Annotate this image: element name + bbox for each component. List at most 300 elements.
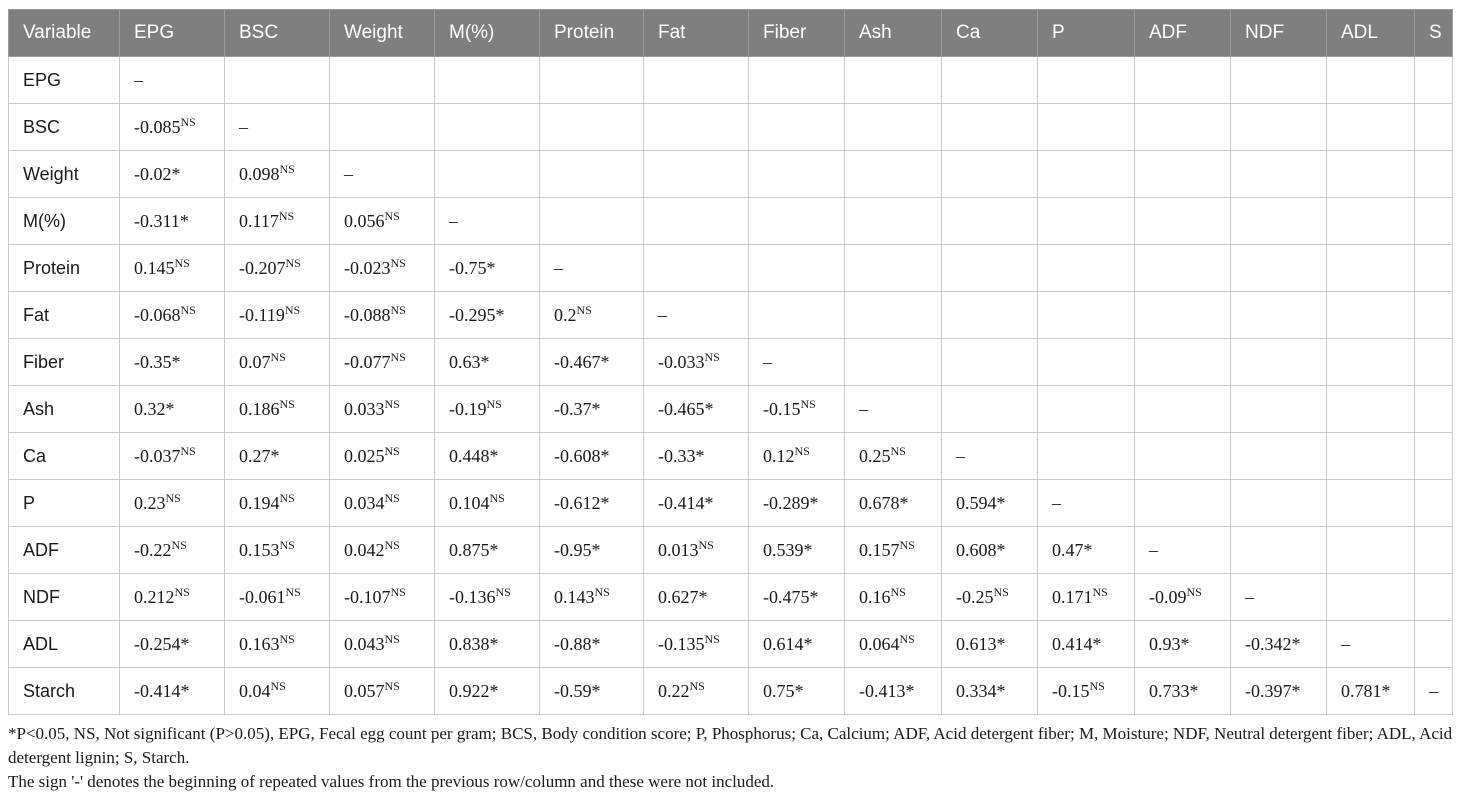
cell-value: -0.02*: [134, 163, 181, 184]
table-cell: [120, 386, 225, 433]
cell-value: 0.098: [239, 163, 280, 184]
table-cell: [435, 386, 540, 433]
correlation-table-container: [8, 9, 1452, 715]
table-cell: [330, 104, 435, 151]
significance-marker: NS: [390, 302, 406, 317]
table-cell: [749, 574, 845, 621]
table-row: [9, 574, 1453, 621]
table-cell: [1231, 292, 1327, 339]
table-cell: [749, 480, 845, 527]
row-label: ADL: [9, 621, 120, 668]
table-cell: [1038, 668, 1135, 715]
cell-value: -0.22: [134, 539, 172, 560]
cell-value: 0.025: [344, 445, 385, 466]
table-cell: [749, 386, 845, 433]
table-cell: [845, 245, 942, 292]
significance-marker: NS: [993, 584, 1009, 599]
table-cell: [749, 57, 845, 104]
table-cell: [435, 621, 540, 668]
significance-marker: NS: [899, 631, 915, 646]
table-cell: [1038, 527, 1135, 574]
cell-value: -0.414*: [658, 492, 714, 513]
table-cell: [845, 57, 942, 104]
significance-marker: NS: [278, 208, 295, 223]
table-cell: [1231, 527, 1327, 574]
cell-value: -0.59*: [554, 680, 601, 701]
table-cell: [540, 245, 644, 292]
cell-value: –: [1341, 633, 1350, 654]
cell-value: 0.22: [658, 680, 690, 701]
table-cell: [540, 198, 644, 245]
significance-marker: NS: [390, 255, 406, 270]
table-cell: [1415, 527, 1453, 574]
column-header: Weight: [330, 10, 435, 57]
column-header: Ash: [845, 10, 942, 57]
row-label: ADF: [9, 527, 120, 574]
table-cell: [1038, 57, 1135, 104]
cell-value: -0.75*: [449, 257, 496, 278]
table-cell: [749, 433, 845, 480]
cell-value: –: [1429, 680, 1438, 701]
significance-marker: NS: [270, 678, 286, 693]
table-cell: [225, 386, 330, 433]
table-cell: [749, 668, 845, 715]
table-cell: [225, 198, 330, 245]
cell-value: 0.678*: [859, 492, 909, 513]
table-cell: [845, 292, 942, 339]
significance-marker: NS: [384, 631, 400, 646]
cell-value: 0.186: [239, 398, 280, 419]
table-cell: [225, 339, 330, 386]
table-cell: [540, 339, 644, 386]
table-cell: [540, 621, 644, 668]
table-cell: [942, 621, 1038, 668]
cell-value: 0.212: [134, 586, 175, 607]
table-cell: [1415, 151, 1453, 198]
cell-value: –: [658, 304, 667, 325]
cell-value: –: [1052, 492, 1061, 513]
table-cell: [644, 480, 749, 527]
table-cell: [749, 621, 845, 668]
table-cell: [1231, 245, 1327, 292]
table-cell: [1415, 245, 1453, 292]
cell-value: 0.16: [859, 586, 891, 607]
cell-value: 0.614*: [763, 633, 813, 654]
cell-value: –: [344, 163, 353, 184]
table-cell: [330, 480, 435, 527]
table-cell: [644, 198, 749, 245]
table-cell: [942, 574, 1038, 621]
table-cell: [845, 433, 942, 480]
table-cell: [1327, 621, 1415, 668]
cell-value: -0.475*: [763, 586, 819, 607]
table-cell: [942, 245, 1038, 292]
table-cell: [330, 151, 435, 198]
table-cell: [1135, 292, 1231, 339]
table-cell: [1135, 621, 1231, 668]
cell-value: 0.153: [239, 539, 280, 560]
significance-marker: NS: [800, 396, 816, 411]
table-cell: [644, 574, 749, 621]
cell-value: -0.19: [449, 398, 487, 419]
table-cell: [1415, 668, 1453, 715]
column-header: NDF: [1231, 10, 1327, 57]
table-cell: [330, 292, 435, 339]
table-cell: [540, 292, 644, 339]
table-cell: [942, 480, 1038, 527]
table-cell: [942, 104, 1038, 151]
cell-value: -0.023: [344, 257, 391, 278]
table-cell: [330, 57, 435, 104]
table-cell: [1327, 198, 1415, 245]
significance-marker: NS: [794, 443, 810, 458]
cell-value: -0.33*: [658, 445, 705, 466]
table-cell: [1038, 433, 1135, 480]
cell-value: -0.033: [658, 351, 705, 372]
table-cell: [1135, 480, 1231, 527]
significance-marker: NS: [489, 490, 505, 505]
table-cell: [540, 668, 644, 715]
table-cell: [1231, 386, 1327, 433]
cell-value: –: [859, 398, 868, 419]
table-cell: [435, 57, 540, 104]
significance-marker: NS: [279, 490, 295, 505]
cell-value: 0.145: [134, 257, 175, 278]
table-cell: [120, 57, 225, 104]
cell-value: 0.539*: [763, 539, 813, 560]
cell-value: –: [956, 445, 965, 466]
cell-value: -0.254*: [134, 633, 190, 654]
cell-value: -0.207: [239, 257, 286, 278]
table-row: [9, 151, 1453, 198]
cell-value: –: [1149, 539, 1158, 560]
table-cell: [942, 198, 1038, 245]
column-header: Fat: [644, 10, 749, 57]
table-cell: [1135, 104, 1231, 151]
table-cell: [1327, 527, 1415, 574]
table-cell: [540, 527, 644, 574]
cell-value: 0.157: [859, 539, 900, 560]
row-label: Starch: [9, 668, 120, 715]
table-cell: [1327, 668, 1415, 715]
table-cell: [1135, 339, 1231, 386]
table-cell: [942, 668, 1038, 715]
cell-value: -0.467*: [554, 351, 610, 372]
row-label: NDF: [9, 574, 120, 621]
cell-value: -0.068: [134, 304, 181, 325]
cell-value: -0.09: [1149, 586, 1187, 607]
table-cell: [644, 433, 749, 480]
table-cell: [845, 621, 942, 668]
table-cell: [225, 104, 330, 151]
cell-value: 0.033: [344, 398, 385, 419]
table-cell: [435, 292, 540, 339]
table-cell: [330, 245, 435, 292]
cell-value: 0.2: [554, 304, 577, 325]
table-cell: [225, 57, 330, 104]
cell-value: –: [134, 69, 143, 90]
cell-value: 0.043: [344, 633, 385, 654]
table-cell: [435, 480, 540, 527]
table-cell: [749, 151, 845, 198]
cell-value: 0.171: [1052, 586, 1093, 607]
table-cell: [942, 339, 1038, 386]
table-cell: [120, 292, 225, 339]
table-cell: [845, 339, 942, 386]
significance-marker: NS: [174, 255, 190, 270]
table-row: [9, 527, 1453, 574]
table-cell: [1327, 245, 1415, 292]
table-cell: [749, 104, 845, 151]
cell-value: -0.95*: [554, 539, 601, 560]
table-row: [9, 292, 1453, 339]
table-cell: [120, 527, 225, 574]
table-cell: [1415, 433, 1453, 480]
significance-marker: NS: [279, 537, 295, 552]
cell-value: -0.311*: [134, 210, 189, 231]
row-label: Weight: [9, 151, 120, 198]
table-cell: [435, 668, 540, 715]
table-cell: [845, 527, 942, 574]
table-cell: [1135, 198, 1231, 245]
cell-value: 0.334*: [956, 680, 1006, 701]
table-cell: [1231, 151, 1327, 198]
significance-marker: NS: [180, 302, 196, 317]
significance-marker: NS: [1089, 678, 1105, 693]
table-cell: [1415, 292, 1453, 339]
table-row: [9, 386, 1453, 433]
table-cell: [749, 339, 845, 386]
table-row: [9, 621, 1453, 668]
column-header: Protein: [540, 10, 644, 57]
significance-marker: NS: [384, 443, 400, 458]
table-cell: [1415, 198, 1453, 245]
cell-value: 0.75*: [763, 680, 804, 701]
table-cell: [942, 386, 1038, 433]
significance-marker: NS: [576, 302, 592, 317]
column-header: Variable: [9, 10, 120, 57]
cell-value: -0.25: [956, 586, 994, 607]
table-cell: [749, 245, 845, 292]
table-cell: [120, 245, 225, 292]
table-cell: [1231, 198, 1327, 245]
table-cell: [1327, 57, 1415, 104]
significance-marker: NS: [285, 255, 301, 270]
cell-value: 0.838*: [449, 633, 499, 654]
table-cell: [749, 198, 845, 245]
table-cell: [644, 57, 749, 104]
column-header: P: [1038, 10, 1135, 57]
table-cell: [1231, 574, 1327, 621]
significance-marker: NS: [180, 443, 196, 458]
cell-value: -0.037: [134, 445, 181, 466]
column-header: BSC: [225, 10, 330, 57]
table-cell: [435, 198, 540, 245]
table-row: [9, 57, 1453, 104]
table-cell: [225, 433, 330, 480]
row-label: Ash: [9, 386, 120, 433]
table-cell: [435, 104, 540, 151]
table-row: [9, 480, 1453, 527]
table-cell: [845, 104, 942, 151]
cell-value: 0.056: [344, 210, 385, 231]
table-cell: [120, 480, 225, 527]
correlation-table: [8, 9, 1453, 715]
table-cell: [644, 104, 749, 151]
table-cell: [1327, 151, 1415, 198]
table-cell: [225, 151, 330, 198]
table-cell: [942, 151, 1038, 198]
table-row: [9, 198, 1453, 245]
table-cell: [644, 668, 749, 715]
cell-value: 0.613*: [956, 633, 1006, 654]
table-cell: [1327, 574, 1415, 621]
table-cell: [749, 292, 845, 339]
cell-value: –: [449, 210, 458, 231]
significance-marker: NS: [390, 349, 406, 364]
footnote-dash-note: The sign '-' denotes the beginning of repeated values from the previous row/column and these were not included.: [8, 772, 775, 791]
table-cell: [644, 245, 749, 292]
table-cell: [1231, 668, 1327, 715]
cell-value: -0.107: [344, 586, 391, 607]
table-cell: [845, 668, 942, 715]
cell-value: 0.163: [239, 633, 280, 654]
cell-value: 0.414*: [1052, 633, 1102, 654]
cell-value: 0.922*: [449, 680, 499, 701]
table-cell: [1038, 104, 1135, 151]
cell-value: -0.342*: [1245, 633, 1301, 654]
table-cell: [435, 574, 540, 621]
table-cell: [1135, 245, 1231, 292]
table-body: [9, 57, 1453, 715]
table-cell: [1135, 668, 1231, 715]
row-label: BSC: [9, 104, 120, 151]
significance-marker: NS: [384, 490, 400, 505]
significance-marker: NS: [698, 537, 714, 552]
cell-value: -0.612*: [554, 492, 610, 513]
table-cell: [120, 339, 225, 386]
table-cell: [1038, 621, 1135, 668]
table-cell: [1327, 104, 1415, 151]
cell-value: 0.47*: [1052, 539, 1093, 560]
column-header: EPG: [120, 10, 225, 57]
significance-marker: NS: [165, 490, 181, 505]
table-cell: [540, 57, 644, 104]
table-cell: [330, 621, 435, 668]
cell-value: 0.63*: [449, 351, 490, 372]
significance-marker: NS: [171, 537, 187, 552]
table-cell: [1231, 57, 1327, 104]
table-cell: [330, 574, 435, 621]
table-cell: [1327, 386, 1415, 433]
table-cell: [644, 527, 749, 574]
cell-value: -0.37*: [554, 398, 601, 419]
table-cell: [330, 339, 435, 386]
significance-marker: NS: [279, 161, 295, 176]
table-cell: [1415, 339, 1453, 386]
row-label: M(%): [9, 198, 120, 245]
significance-marker: NS: [174, 584, 190, 599]
table-cell: [1038, 574, 1135, 621]
cell-value: –: [763, 351, 772, 372]
significance-marker: NS: [285, 584, 301, 599]
table-cell: [942, 433, 1038, 480]
table-cell: [1327, 480, 1415, 527]
significance-marker: NS: [1092, 584, 1108, 599]
cell-value: -0.15: [1052, 680, 1090, 701]
table-cell: [1231, 480, 1327, 527]
row-label: Fat: [9, 292, 120, 339]
cell-value: -0.077: [344, 351, 391, 372]
table-cell: [1415, 104, 1453, 151]
significance-marker: NS: [704, 349, 720, 364]
significance-marker: NS: [899, 537, 915, 552]
significance-marker: NS: [486, 396, 502, 411]
cell-value: -0.085: [134, 116, 181, 137]
table-cell: [845, 151, 942, 198]
cell-value: -0.135: [658, 633, 705, 654]
table-cell: [1135, 574, 1231, 621]
cell-value: -0.414*: [134, 680, 190, 701]
significance-marker: NS: [279, 631, 295, 646]
cell-value: 0.875*: [449, 539, 499, 560]
table-cell: [435, 245, 540, 292]
table-cell: [1135, 433, 1231, 480]
significance-marker: NS: [384, 208, 400, 223]
row-label: Fiber: [9, 339, 120, 386]
table-cell: [330, 527, 435, 574]
significance-marker: NS: [384, 678, 400, 693]
cell-value: 0.04: [239, 680, 271, 701]
table-row: [9, 245, 1453, 292]
column-header: Fiber: [749, 10, 845, 57]
table-cell: [540, 151, 644, 198]
cell-value: –: [554, 257, 563, 278]
table-cell: [1038, 386, 1135, 433]
header-row: [9, 10, 1453, 57]
table-cell: [1135, 57, 1231, 104]
cell-value: 0.143: [554, 586, 595, 607]
cell-value: -0.35*: [134, 351, 181, 372]
table-cell: [644, 386, 749, 433]
table-cell: [1415, 621, 1453, 668]
table-cell: [1135, 151, 1231, 198]
table-cell: [435, 151, 540, 198]
table-row: [9, 339, 1453, 386]
row-label: EPG: [9, 57, 120, 104]
table-cell: [225, 668, 330, 715]
significance-marker: NS: [384, 396, 400, 411]
cell-value: -0.289*: [763, 492, 819, 513]
cell-value: 0.93*: [1149, 633, 1190, 654]
cell-value: -0.119: [239, 304, 285, 325]
table-cell: [1038, 245, 1135, 292]
table-cell: [330, 433, 435, 480]
cell-value: 0.448*: [449, 445, 499, 466]
table-cell: [435, 527, 540, 574]
table-cell: [845, 574, 942, 621]
cell-value: -0.413*: [859, 680, 915, 701]
table-cell: [225, 574, 330, 621]
cell-value: -0.15: [763, 398, 801, 419]
table-cell: [120, 198, 225, 245]
table-cell: [120, 668, 225, 715]
table-cell: [540, 386, 644, 433]
cell-value: 0.32*: [134, 398, 175, 419]
table-cell: [1231, 339, 1327, 386]
significance-marker: NS: [384, 537, 400, 552]
table-cell: [120, 574, 225, 621]
